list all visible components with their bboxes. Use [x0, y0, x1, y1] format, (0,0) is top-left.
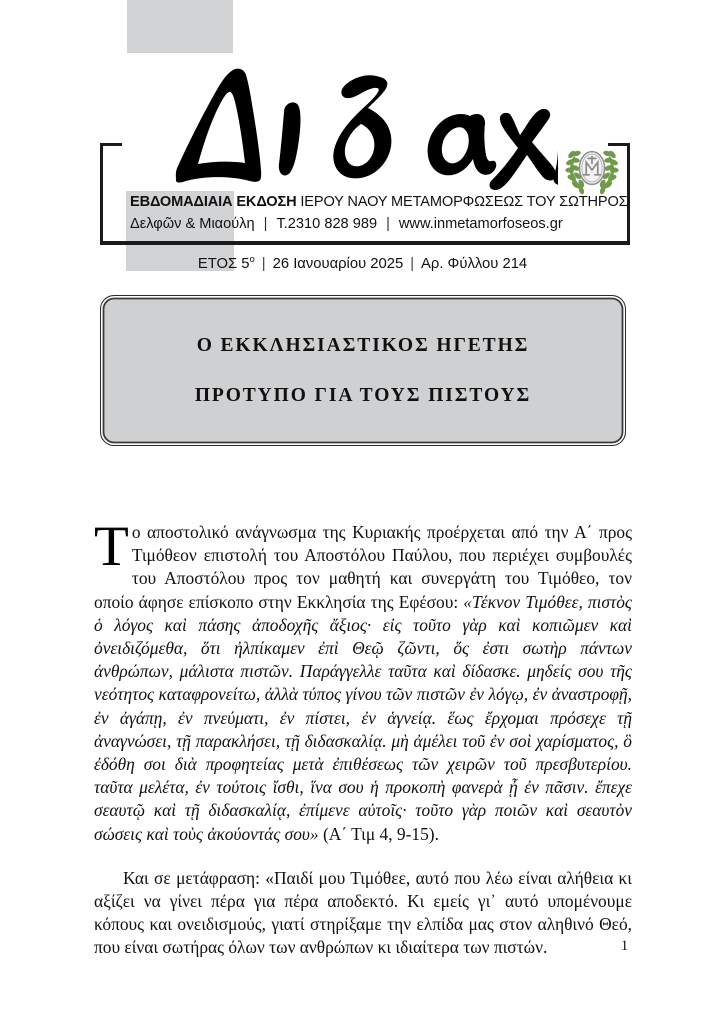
publication-logotype — [118, 58, 558, 198]
logotype-lettering-icon — [118, 58, 558, 198]
masthead-frame-right-rule — [627, 143, 630, 242]
article-paragraph-1-intro: ο αποστολικό ανάγνωσμα της Κυριακής προέρχεται από την Α΄ προς Τιμόθεον επιστολή του Αποστόλου Παύλου, που περιέχει συμβουλές του Αποστόλου προς τον μαθητή και συνεργάτη του Τιμόθεο, τον οποίο άφησε επίσκοπο στην Εκκλησία της Εφέσου: — [94, 522, 632, 612]
issue-separator-1: | — [261, 255, 266, 272]
article-paragraph-1 — [94, 515, 632, 846]
masthead-publisher-line — [130, 194, 628, 210]
article-body — [94, 515, 632, 960]
issue-number: Αρ. Φύλλου 214 — [421, 255, 528, 272]
masthead-church-name: ΙΕΡΟΥ ΝΑΟΥ ΜΕΤΑΜΟΡΦΩΣΕΩΣ ΤΟΥ ΣΩΤΗΡΟΣ — [296, 194, 628, 210]
article-scripture-citation: (Α΄ Τιμ 4, 9-15). — [322, 823, 439, 844]
church-emblem-icon — [563, 140, 621, 198]
masthead-contact-line — [130, 216, 600, 232]
masthead-address: Δελφῶν & Μιαούλη — [130, 216, 255, 232]
article-headline-box — [100, 295, 626, 446]
page-number — [0, 938, 725, 955]
article-paragraph-2: Και σε μετάφραση: «Παιδί μου Τιμόθεε, αυτό που λέω είναι αλήθεια κι αξίζει να γίνει πέρα για πέρα αποδεκτό. Κι εμείς γι᾿ αυτό υπομένουμε κόπους και ονειδισμούς, γιατί στηρίξαμε την ελπίδα μας στον αληθινό Θεό, που είναι σωτήρας όλων των ανθρώπων κι ιδιαίτερα των πιστών. — [94, 867, 632, 958]
issue-separator-2: | — [410, 255, 415, 272]
masthead-frame-left-rule — [100, 143, 103, 242]
article-dropcap: Τ — [94, 515, 129, 578]
article-scripture-quote: «Τέκνον Τιμόθεε, πιστὸς ὁ λόγος καὶ πάσης ἀποδοχῆς ἄξιος· εἰς τοῦτο γὰρ καὶ κοπιῶμεν καὶ ὀνειδιζόμεθα, ὅτι ἠλπίκαμεν ἐπὶ Θεῷ ζῶντι, ὅς ἐστι σωτὴρ πάντων ἀνθρώπων, μάλιστα πιστῶν. Παράγγελλε ταῦτα καὶ δίδασκε. μηδείς σου τῆς νεότητος καταφρονείτω, ἀλλὰ τύπος γίνου τῶν πιστῶν ἐν λόγῳ, ἐν ἀναστροφῇ, ἐν ἀγάπῃ, ἐν πνεύματι, ἐν πίστει, ἐν ἁγνείᾳ. ἕως ἔρχομαι πρόσεχε τῇ ἀναγνώσει, τῇ παρακλήσει, τῇ διδασκαλίᾳ. μὴ ἀμέλει τοῦ ἐν σοὶ χαρίσματος, ὃ ἐδόθη σοι διὰ προφητείας μετὰ ἐπιθέσεως τῶν χειρῶν τοῦ πρεσβυτερίου. ταῦτα μελέτα, ἐν τούτοις ἴσθι, ἵνα σου ἡ προκοπὴ φανερὰ ᾖ ἐν πᾶσιν. ἔπεχε σεαυτῷ καὶ τῇ διδασκαλίᾳ, ἐπίμενε αὐτοῖς· τοῦτο γὰρ ποιῶν καὶ σεαυτὸν σώσεις καὶ τοὺς ἀκούοντάς σου» — [94, 591, 632, 844]
issue-year: ΕΤΟΣ 5 — [197, 255, 250, 272]
masthead-separator-1: | — [263, 216, 268, 232]
page-number-value: 1 — [620, 938, 629, 954]
headline-line-2: ΠΡΟΤΥΠΟ ΓΙΑ ΤΟΥΣ ΠΙΣΤΟΥΣ — [194, 385, 532, 406]
issue-info-line — [0, 254, 725, 272]
masthead-website-link[interactable]: www.inmetamorfoseos.gr — [398, 216, 563, 232]
headline-line-1: Ο ΕΚΚΛΗΣΙΑΣΤΙΚΟΣ ΗΓΕΤΗΣ — [196, 334, 530, 356]
masthead-phone: Τ.2310 828 989 — [276, 216, 378, 232]
masthead-separator-2: | — [386, 216, 390, 232]
issue-year-ordinal: ο — [249, 254, 255, 265]
issue-date: 26 Ιανουαρίου 2025 — [272, 255, 404, 272]
decorative-grey-block-top — [127, 0, 233, 53]
masthead-frame-bottom-rule — [100, 241, 630, 245]
masthead-edition-label: ΕΒΔΟΜΑΔΙΑΙΑ ΕΚΔΟΣΗ — [130, 194, 297, 210]
